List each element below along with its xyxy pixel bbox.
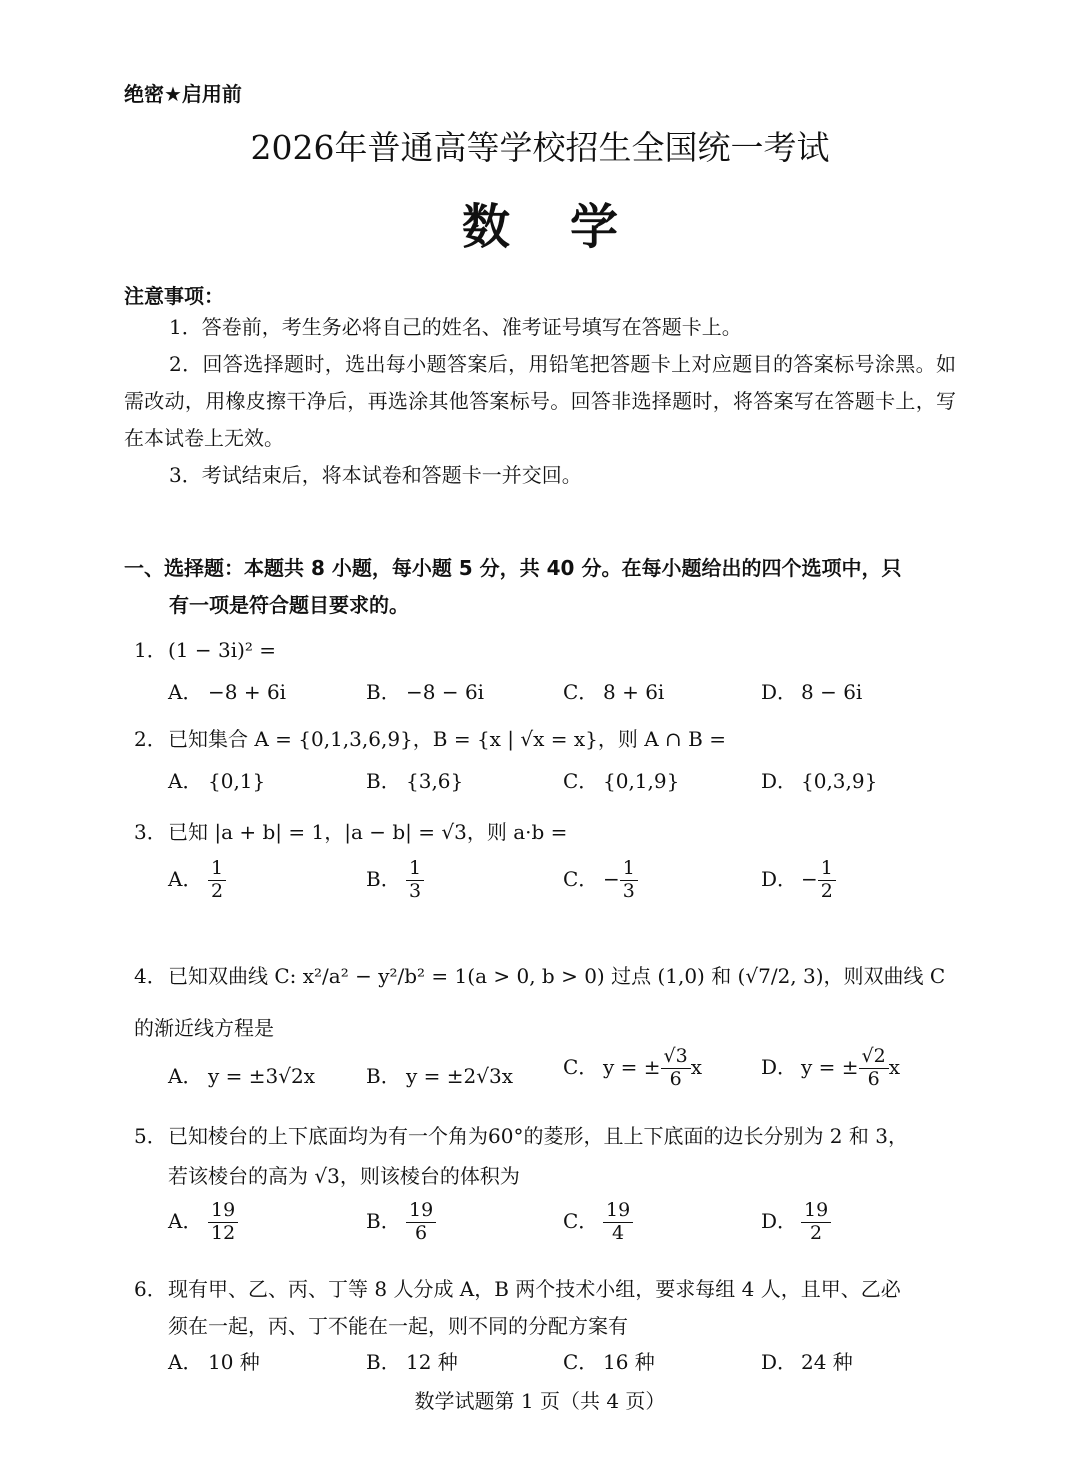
question-number: 1． [134, 638, 167, 662]
fraction [661, 1046, 691, 1091]
exam-title: 2026年普通高等学校招生全国统一考试 [250, 128, 830, 167]
question-number: 2． [134, 727, 167, 751]
option-label: A． [168, 1064, 203, 1088]
option-label: D． [761, 1054, 798, 1079]
fraction [859, 1046, 889, 1091]
q1-option-a[interactable] [168, 676, 286, 705]
option-text: −8 − 6i [406, 680, 485, 704]
question-5 [134, 1120, 908, 1149]
fraction [801, 1200, 831, 1245]
option-label: B． [366, 1350, 401, 1374]
question-4 [134, 950, 964, 1054]
option-text: −8 + 6i [208, 680, 287, 704]
option-text: {0,1} [208, 769, 266, 793]
numerator: 19 [208, 1200, 238, 1223]
fraction [406, 858, 424, 903]
option-label: C． [563, 680, 599, 704]
numerator: √2 [859, 1046, 889, 1069]
q1-option-c[interactable] [563, 676, 664, 705]
notice-heading: 注意事项： [124, 284, 224, 308]
option-label: A． [168, 866, 203, 891]
q1-option-d[interactable] [761, 676, 862, 705]
option-label: D． [761, 769, 798, 793]
denominator: 3 [622, 879, 635, 902]
denominator: 2 [810, 1221, 823, 1244]
fraction [603, 1200, 633, 1245]
minus-sign: − [603, 866, 620, 891]
q4-option-b[interactable] [366, 1060, 513, 1089]
option-text: 8 + 6i [603, 680, 665, 704]
question-2 [134, 723, 726, 752]
option-text: 16 种 [603, 1350, 655, 1374]
question-number: 3． [134, 820, 167, 844]
q3-option-c[interactable] [563, 858, 638, 903]
fraction [208, 1200, 238, 1245]
option-label: D． [761, 1350, 798, 1374]
q5-option-a[interactable] [168, 1200, 238, 1245]
numerator: 1 [620, 858, 638, 881]
option-label: C． [563, 866, 599, 891]
option-text: {0,1,9} [603, 769, 680, 793]
page-footer: 数学试题第 1 页（共 4 页） [414, 1389, 666, 1413]
numerator: 1 [818, 858, 836, 881]
q2-option-c[interactable] [563, 765, 679, 794]
question-stem: 已知集合 A = {0,1,3,6,9}，B = {x | √x = x}，则 A ∩ B = [168, 727, 726, 751]
q3-option-d[interactable] [761, 858, 836, 903]
subject-title: 数学 [461, 199, 678, 255]
numerator: 1 [406, 858, 424, 881]
q4-option-a[interactable] [168, 1060, 315, 1089]
option-text: y = ±3√2x [208, 1064, 316, 1088]
denominator: 6 [415, 1221, 428, 1244]
option-label: C． [563, 1208, 599, 1233]
q2-option-d[interactable] [761, 765, 877, 794]
confidential-label: 绝密★启用前 [124, 82, 242, 106]
question-3 [134, 816, 567, 845]
q3-option-b[interactable] [366, 858, 424, 903]
denominator: 2 [211, 879, 224, 902]
fraction [620, 858, 638, 903]
option-text: x [690, 1054, 703, 1079]
q6-option-c[interactable] [563, 1346, 655, 1375]
section-heading [124, 550, 964, 624]
option-text: y = ± [801, 1054, 859, 1079]
question-6 [134, 1273, 901, 1302]
q5-option-d[interactable] [761, 1200, 831, 1245]
denominator: 4 [612, 1221, 625, 1244]
option-label: A． [168, 769, 203, 793]
numerator: 19 [406, 1200, 436, 1223]
numerator: √3 [661, 1046, 691, 1069]
section-heading-line2: 有一项是符合题目要求的。 [169, 593, 409, 617]
question-1 [134, 634, 276, 663]
notice-item-2: 2．回答选择题时，选出每小题答案后，用铅笔把答题卡上对应题目的答案标号涂黑。如需改动，用橡皮擦干净后，再选涂其他答案标号。回答非选择题时，将答案写在答题卡上，写在本试卷上无效。 [124, 352, 956, 450]
denominator: 12 [211, 1221, 236, 1244]
fraction [406, 1200, 436, 1245]
option-label: B． [366, 1064, 401, 1088]
option-label: C． [563, 1350, 599, 1374]
option-label: B． [366, 866, 401, 891]
question-number: 5． [134, 1124, 167, 1148]
option-label: C． [563, 769, 599, 793]
option-text: 8 − 6i [801, 680, 863, 704]
option-label: D． [761, 866, 798, 891]
option-text: {3,6} [406, 769, 464, 793]
q2-option-b[interactable] [366, 765, 463, 794]
option-text: y = ± [603, 1054, 661, 1079]
notice-item-1: 1．答卷前，考生务必将自己的姓名、准考证号填写在答题卡上。 [169, 315, 742, 339]
option-label: B． [366, 769, 401, 793]
denominator: 3 [409, 879, 422, 902]
numerator: 19 [801, 1200, 831, 1223]
q6-option-d[interactable] [761, 1346, 853, 1375]
question-stem-line1: 现有甲、乙、丙、丁等 8 人分成 A，B 两个技术小组，要求每组 4 人，且甲、乙必 [168, 1277, 901, 1301]
denominator: 6 [867, 1067, 880, 1090]
q6-option-a[interactable] [168, 1346, 260, 1375]
numerator: 19 [603, 1200, 633, 1223]
denominator: 6 [669, 1067, 682, 1090]
option-label: D． [761, 680, 798, 704]
question-6-line2: 须在一起，丙、丁不能在一起，则不同的分配方案有 [168, 1314, 628, 1338]
option-label: D． [761, 1208, 798, 1233]
option-label: A． [168, 1208, 203, 1233]
option-label: C． [563, 1054, 599, 1079]
question-5-line2: 若该棱台的高为 √3，则该棱台的体积为 [168, 1164, 520, 1188]
q1-option-b[interactable] [366, 676, 484, 705]
q4-option-c[interactable] [563, 1046, 702, 1091]
section-heading-line1: 一、选择题：本题共 8 小题，每小题 5 分，共 40 分。在每小题给出的四个选项中，只 [124, 556, 902, 580]
option-text: y = ±2√3x [406, 1064, 514, 1088]
q6-option-b[interactable] [366, 1346, 458, 1375]
q5-option-c[interactable] [563, 1200, 633, 1245]
option-text: 24 种 [801, 1350, 853, 1374]
option-label: B． [366, 680, 401, 704]
q3-option-a[interactable] [168, 858, 226, 903]
question-stem-line1: 已知棱台的上下底面均为有一个角为60°的菱形，且上下底面的边长分别为 2 和 3， [168, 1124, 908, 1148]
option-text: 10 种 [208, 1350, 260, 1374]
option-text: x [888, 1054, 901, 1079]
question-stem: (1 − 3i)² = [168, 638, 277, 662]
question-stem: 已知双曲线 C: x²/a² − y²/b² = 1(a > 0, b > 0) 过点 (1,0) 和 (√7/2, 3)，则双曲线 C 的渐近线方程是 [134, 964, 946, 1040]
fraction [818, 858, 836, 903]
option-text: {0,3,9} [801, 769, 878, 793]
option-text: 12 种 [406, 1350, 458, 1374]
question-stem: 已知 |a + b| = 1，|a − b| = √3，则 a·b = [168, 820, 568, 844]
q4-option-d[interactable] [761, 1046, 900, 1091]
question-number: 4． [134, 964, 167, 988]
numerator: 1 [208, 858, 226, 881]
denominator: 2 [820, 879, 833, 902]
option-label: B． [366, 1208, 401, 1233]
q2-option-a[interactable] [168, 765, 265, 794]
notice-item-3: 3．考试结束后，将本试卷和答题卡一并交回。 [169, 463, 582, 487]
option-label: A． [168, 680, 203, 704]
q5-option-b[interactable] [366, 1200, 436, 1245]
minus-sign: − [801, 866, 818, 891]
option-label: A． [168, 1350, 203, 1374]
fraction [208, 858, 226, 903]
question-number: 6． [134, 1277, 167, 1301]
